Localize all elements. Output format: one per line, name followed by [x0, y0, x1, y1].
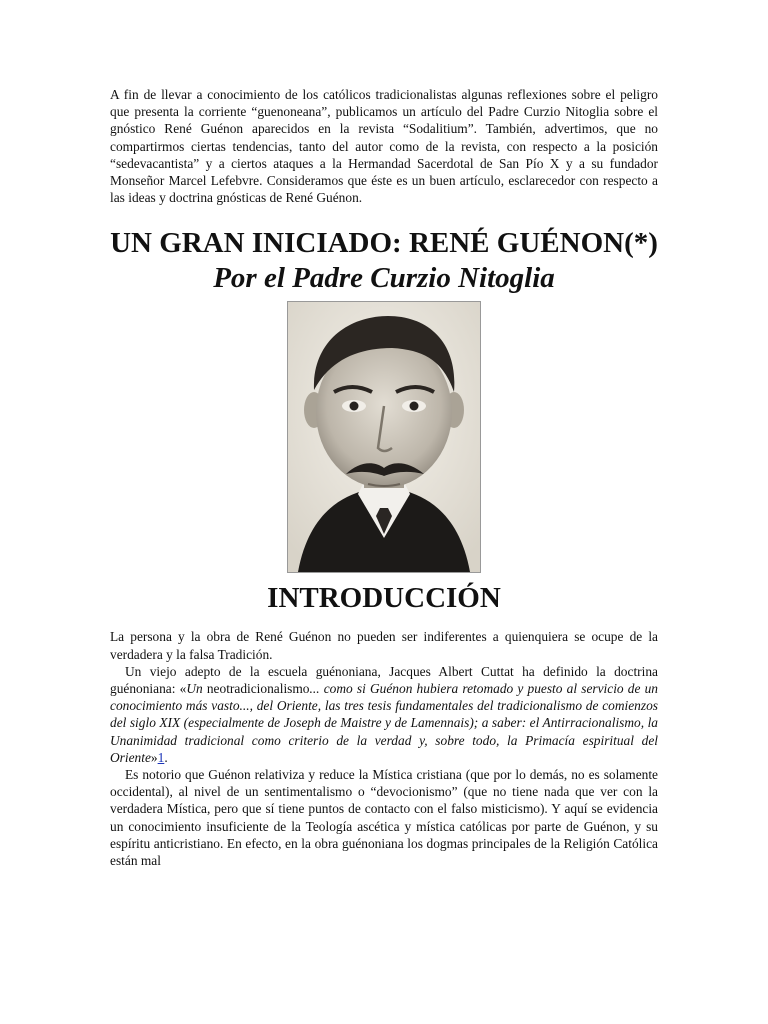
portrait-image	[288, 302, 480, 572]
editor-note-paragraph: A fin de llevar a conocimiento de los católicos tradicionalistas algunas reflexiones sobre el peligro que presenta la corriente “guenoneana”, publicamos un artículo del Padre Curzio Nitoglia sobre el gnóstico René Guénon aparecidos en la revista “Sodalitium”. También, advertimos, que no compartirmos ciertas tendencias, tanto del autor como de la revista, con respecto a la posición “sedevacantista” y a ciertos ataques a la Hermandad Sacerdotal de San Pío X y a su fundador Monseñor Marcel Lefebvre. Consideramos que éste es un buen artículo, esclarecedor con respecto a las ideas y doctrina gnósticas de René Guénon.	[110, 87, 658, 206]
paragraph-3: Es notorio que Guénon relativiza y reduce la Mística cristiana (que por lo demás, no es solamente occidental), al nivel de un sentimentalismo o “devocionismo” (que no tiene nada que ver con la verdadera Mística, pero que sí tiene puntos de contacto con el falso misticismo). Y aquí se evidencia un conocimiento insuficiente de la Teología ascética y mística católicas por parte de Guénon, y su espíritu anticristiano. En efecto, en la obra guénoniana los dogmas principales de la Religión Católica están mal	[110, 767, 658, 869]
paragraph-1: La persona y la obra de René Guénon no pueden ser indiferentes a quienquiera se ocupe de la verdadera y la falsa Tradición.	[110, 629, 658, 662]
author-portrait-photo	[287, 301, 481, 573]
paragraph-2	[110, 663, 658, 766]
document-page	[110, 86, 658, 869]
quote-plain: neotradicionalismo	[202, 681, 310, 697]
article-author-subtitle: Por el Padre Curzio Nitoglia	[213, 262, 555, 295]
quote-body: ... como si Guénon hubiera retomado y puesto al servicio de un conocimiento más vasto..., del Oriente, las tres tesis fundamentales del tradicionalismo de comienzos del siglo XIX (especialmente de Joseph de Maistre y de Lamennais); a saber: el Antirracionalismo, la Unanimidad tradicional como criterio de la verdad y, sobre todo, la Primacía espiritual del Oriente	[110, 681, 658, 765]
paragraph-2-lead: Un viejo adepto de la escuela guénoniana, Jacques Albert Cuttat ha definido la doctrina guénoniana: «	[110, 663, 658, 697]
quote-start: Un	[186, 681, 203, 697]
article-title: UN GRAN INICIADO: RENÉ GUÉNON(*)	[110, 227, 658, 260]
quote-close: »	[150, 749, 158, 765]
section-heading: INTRODUCCIÓN	[267, 582, 501, 615]
footnote-link-1[interactable]: 1	[157, 749, 165, 765]
paragraph-2-end: .	[164, 749, 168, 765]
